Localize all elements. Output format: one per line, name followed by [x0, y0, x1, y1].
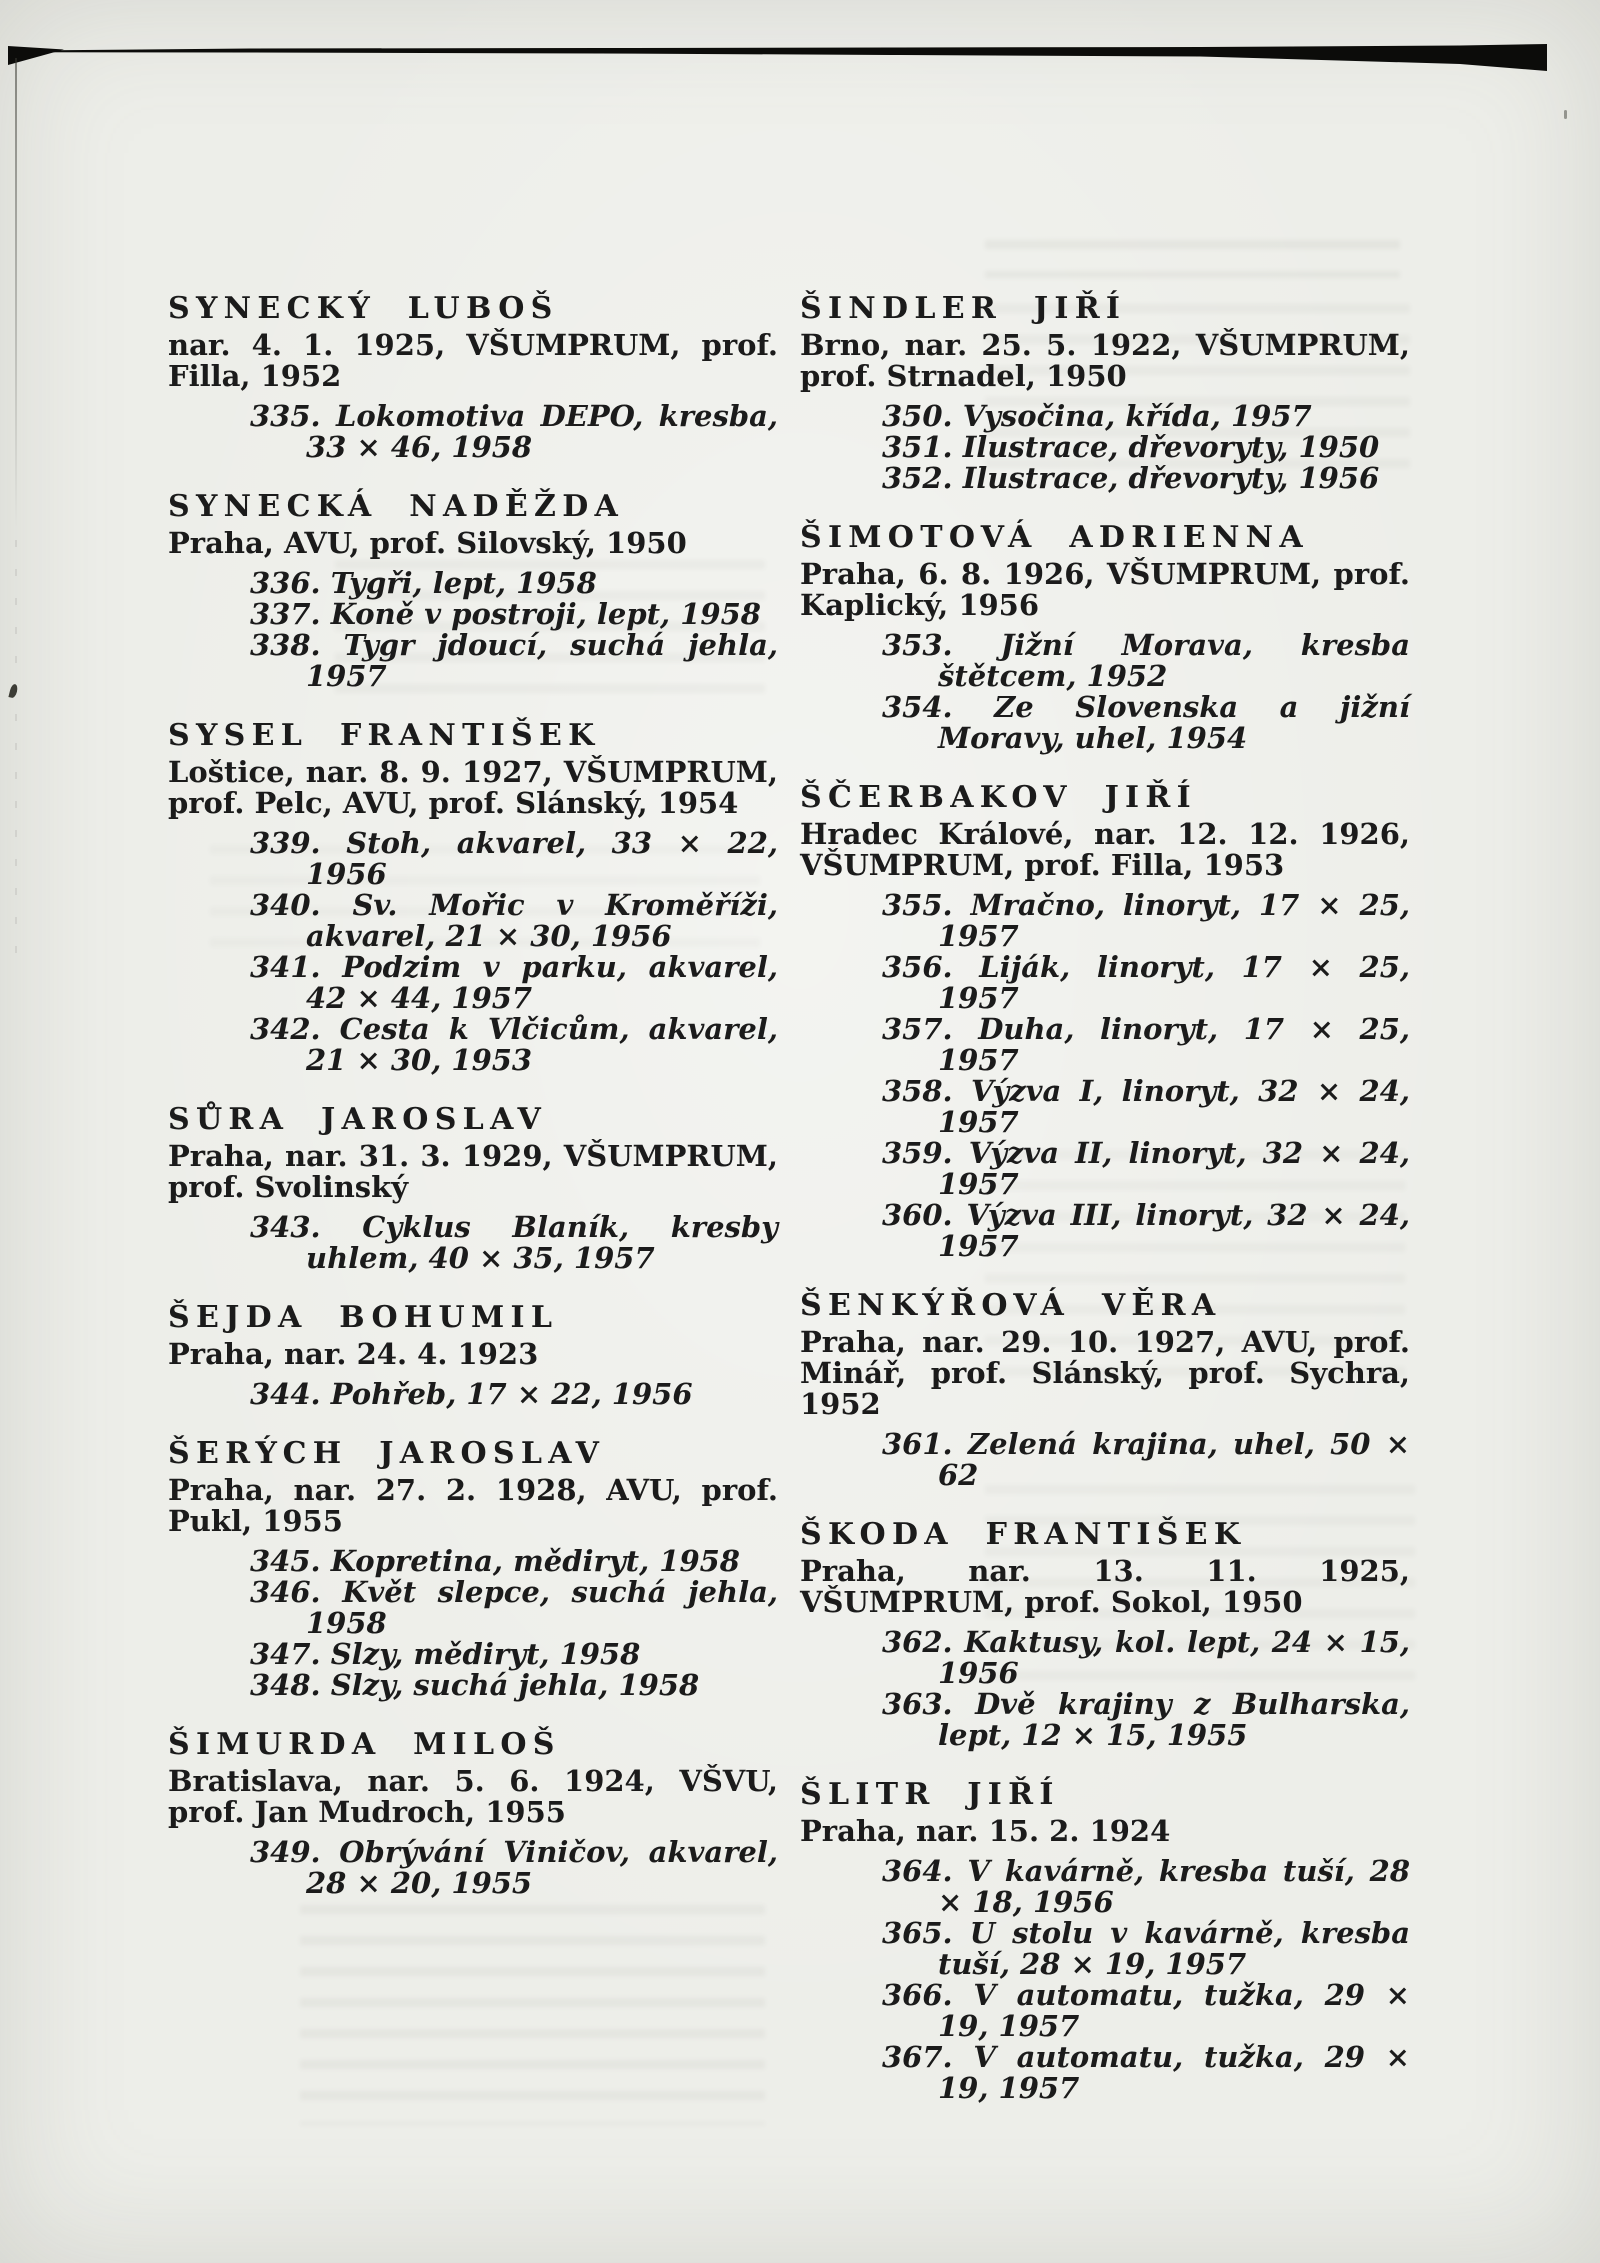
artist-bio: Bratislava, nar. 5. 6. 1924, VŠVU, prof. Jan Mudroch, 1955	[168, 1764, 778, 1829]
artist-bio: Praha, nar. 27. 2. 1928, AVU, prof. Pukl, 1955	[168, 1473, 778, 1538]
work-item: 357. Duha, linoryt, 17 × 25, 1957	[882, 1012, 1410, 1077]
work-item: 356. Liják, linoryt, 17 × 25, 1957	[882, 950, 1410, 1015]
artist-entry-serych-jaroslav	[168, 1437, 778, 1701]
work-item: 359. Výzva II, linoryt, 32 × 24, 1957	[882, 1136, 1410, 1201]
work-item: 362. Kaktusy, kol. lept, 24 × 15, 1956	[882, 1625, 1410, 1690]
work-item: 345. Kopretina, mědiryt, 1958	[250, 1544, 740, 1578]
left-edge-scan-line-faded	[15, 540, 17, 960]
artist-name: ŠKODA FRANTIŠEK	[800, 1517, 1247, 1552]
works-list	[800, 401, 1410, 494]
top-band-shape	[25, 44, 1547, 71]
artist-entry-sindler-jiri	[800, 292, 1410, 494]
artist-name: SYNECKÝ LUBOŠ	[168, 291, 559, 326]
work-item: 353. Jižní Morava, kresba štětcem, 1952	[882, 628, 1410, 693]
artist-bio: Praha, nar. 24. 4. 1923	[168, 1337, 539, 1371]
artist-entry-simotova-adrienna	[800, 521, 1410, 754]
work-item: 349. Obrývání Viničov, akvarel, 28 × 20, 1955	[250, 1835, 778, 1900]
artist-name: ŠLITR JIŘÍ	[800, 1777, 1060, 1812]
artist-bio: nar. 4. 1. 1925, VŠUMPRUM, prof. Filla, 1952	[168, 328, 778, 393]
artist-name: ŠČERBAKOV JIŘÍ	[800, 780, 1197, 815]
work-item: 367. V automatu, tužka, 29 × 19, 1957	[882, 2040, 1410, 2105]
scan-edge-artifact	[0, 0, 1600, 120]
work-item: 351. Ilustrace, dřevoryty, 1950	[882, 430, 1380, 464]
work-item: 361. Zelená krajina, uhel, 50 × 62	[882, 1427, 1410, 1492]
works-list	[168, 1212, 778, 1274]
work-item: 339. Stoh, akvarel, 33 × 22, 1956	[250, 826, 778, 891]
work-item: 338. Tygr jdoucí, suchá jehla, 1957	[250, 628, 778, 693]
work-item: 337. Koně v postroji, lept, 1958	[250, 597, 761, 631]
artist-bio: Praha, nar. 15. 2. 1924	[800, 1814, 1171, 1848]
work-item: 347. Slzy, mědiryt, 1958	[250, 1637, 641, 1671]
work-item: 336. Tygři, lept, 1958	[250, 566, 597, 600]
work-item: 358. Výzva I, linoryt, 32 × 24, 1957	[882, 1074, 1410, 1139]
work-item: 366. V automatu, tužka, 29 × 19, 1957	[882, 1978, 1410, 2043]
artist-entry-sejda-bohumil	[168, 1301, 778, 1410]
work-item: 363. Dvě krajiny z Bulharska, lept, 12 × 15, 1955	[882, 1687, 1410, 1752]
artist-entry-skoda-frantisek	[800, 1518, 1410, 1751]
work-item: 343. Cyklus Blaník, kresby uhlem, 40 × 35, 1957	[250, 1210, 778, 1275]
artist-name: ŠERÝCH JAROSLAV	[168, 1436, 606, 1471]
work-item: 352. Ilustrace, dřevoryty, 1956	[882, 461, 1380, 495]
work-item: 350. Vysočina, křída, 1957	[882, 399, 1312, 433]
artist-bio: Praha, 6. 8. 1926, VŠUMPRUM, prof. Kaplický, 1956	[800, 557, 1410, 622]
catalog-columns	[168, 292, 1410, 2131]
works-list	[800, 1429, 1410, 1491]
ink-speck	[8, 683, 18, 698]
artist-bio: Hradec Králové, nar. 12. 12. 1926, VŠUMPRUM, prof. Filla, 1953	[800, 817, 1410, 882]
work-item: 346. Květ slepce, suchá jehla, 1958	[250, 1575, 778, 1640]
work-item: 354. Ze Slovenska a jižní Moravy, uhel, 1954	[882, 690, 1410, 755]
artist-bio: Brno, nar. 25. 5. 1922, VŠUMPRUM, prof. Strnadel, 1950	[800, 328, 1410, 393]
artist-name: ŠINDLER JIŘÍ	[800, 291, 1127, 326]
artist-name: ŠIMURDA MILOŠ	[168, 1727, 561, 1762]
works-list	[168, 828, 778, 1076]
work-item: 335. Lokomotiva DEPO, kresba, 33 × 46, 1958	[250, 399, 778, 464]
artist-bio: Loštice, nar. 8. 9. 1927, VŠUMPRUM, prof. Pelc, AVU, prof. Slánský, 1954	[168, 755, 778, 820]
artist-entry-sysel-frantisek	[168, 719, 778, 1076]
works-list	[800, 1627, 1410, 1751]
artist-name: ŠENKÝŘOVÁ VĚRA	[800, 1288, 1222, 1323]
artist-entry-sura-jaroslav	[168, 1103, 778, 1274]
work-item: 360. Výzva III, linoryt, 32 × 24, 1957	[882, 1198, 1410, 1263]
work-item: 364. V kavárně, kresba tuší, 28 × 18, 1956	[882, 1854, 1410, 1919]
work-item: 355. Mračno, linoryt, 17 × 25, 1957	[882, 888, 1410, 953]
artist-name: ŠEJDA BOHUMIL	[168, 1300, 559, 1335]
artist-name: SYSEL FRANTIŠEK	[168, 718, 601, 753]
works-list	[168, 1837, 778, 1899]
work-item: 344. Pohřeb, 17 × 22, 1956	[250, 1377, 693, 1411]
work-item: 341. Podzim v parku, akvarel, 42 × 44, 1957	[250, 950, 778, 1015]
artist-name: SŮRA JAROSLAV	[168, 1102, 548, 1137]
left-edge-scan-line	[15, 58, 17, 528]
artist-name: ŠIMOTOVÁ ADRIENNA	[800, 520, 1309, 555]
artist-name: SYNECKÁ NADĚŽDA	[168, 489, 625, 524]
artist-entry-simurda-milos	[168, 1728, 778, 1899]
artist-bio: Praha, nar. 29. 10. 1927, AVU, prof. Minář, prof. Slánský, prof. Sychra, 1952	[800, 1325, 1410, 1421]
works-list	[800, 1856, 1410, 2104]
work-item: 365. U stolu v kavárně, kresba tuší, 28 × 19, 1957	[882, 1916, 1410, 1981]
works-list	[168, 1379, 778, 1410]
artist-entry-slitr-jiri	[800, 1778, 1410, 2104]
artist-entry-senkyrova-vera	[800, 1289, 1410, 1491]
works-list	[800, 630, 1410, 754]
works-list	[800, 890, 1410, 1262]
bleed-through-ghost	[985, 240, 1400, 278]
artist-entry-synecky-lubos	[168, 292, 778, 463]
works-list	[168, 1546, 778, 1701]
right-column	[800, 292, 1410, 2131]
artist-entry-scerbakov-jiri	[800, 781, 1410, 1262]
artist-bio: Praha, AVU, prof. Silovský, 1950	[168, 526, 687, 560]
work-item: 348. Slzy, suchá jehla, 1958	[250, 1668, 700, 1702]
artist-bio: Praha, nar. 31. 3. 1929, VŠUMPRUM, prof. Svolinský	[168, 1139, 778, 1204]
ink-speck	[1564, 110, 1567, 119]
works-list	[168, 401, 778, 463]
works-list	[168, 568, 778, 692]
work-item: 340. Sv. Mořic v Kroměříži, akvarel, 21 × 30, 1956	[250, 888, 778, 953]
left-column	[168, 292, 778, 2131]
work-item: 342. Cesta k Vlčicům, akvarel, 21 × 30, 1953	[250, 1012, 778, 1077]
artist-entry-synecka-nadezda	[168, 490, 778, 692]
artist-bio: Praha, nar. 13. 11. 1925, VŠUMPRUM, prof. Sokol, 1950	[800, 1554, 1410, 1619]
